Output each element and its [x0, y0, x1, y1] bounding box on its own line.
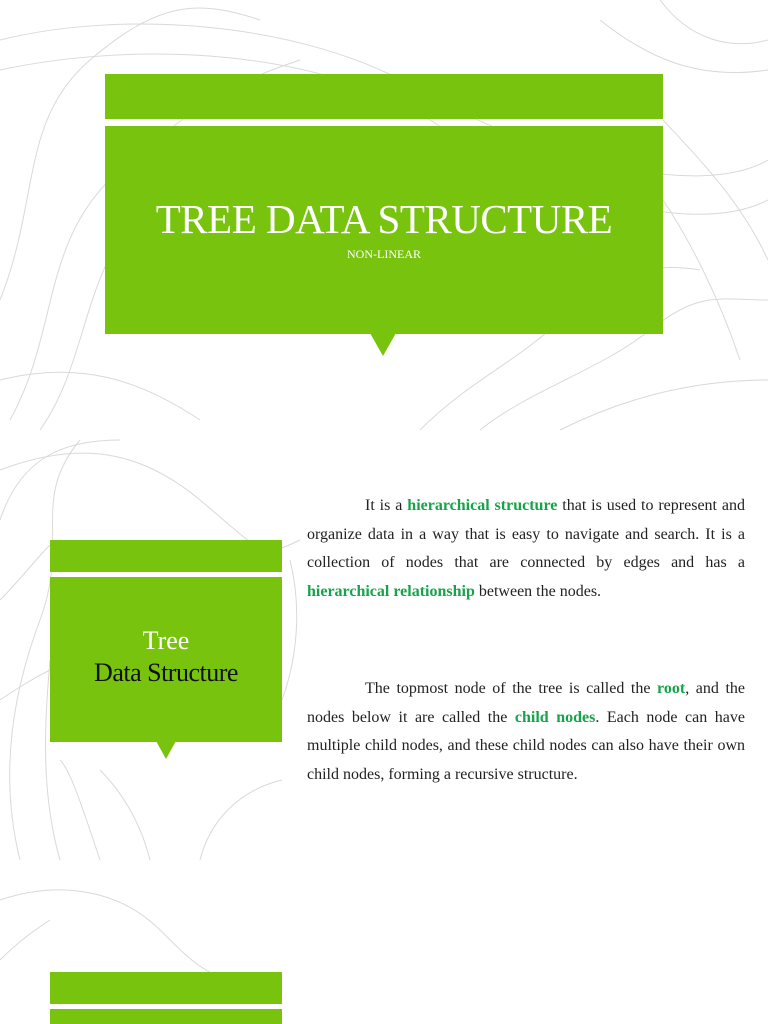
paragraph-definition: [307, 492, 745, 606]
section-card-pointer: [156, 741, 176, 759]
para2-highlight-2: child nodes: [514, 708, 596, 726]
para2-text-2: , and the nodes below it are called the: [307, 680, 745, 726]
para1-text-3: between the nodes.: [474, 582, 602, 600]
para1-highlight-1: hierarchical structure: [407, 497, 558, 514]
section-card: [50, 577, 282, 742]
paragraph-root-children: [307, 675, 745, 789]
slide-separator: [0, 864, 768, 865]
section-heading-line2: Data Structure: [94, 658, 238, 687]
title-card: [105, 126, 663, 334]
para2-text-3: . Each node can have multiple child nodes, and these child nodes can also have their own child nodes, forming a recursive structure.: [307, 708, 746, 783]
para1-text-2: that is used to represent and organize data in a way that is easy to navigate and search. It is a collection of nodes that are connected by edges and has a: [307, 497, 746, 572]
para2-highlight-1: root: [657, 680, 686, 697]
section-header-bar: [50, 540, 282, 572]
next-slide-card: [50, 1009, 282, 1024]
section-heading-line1: Tree: [142, 626, 190, 655]
title-header-bar: [105, 74, 663, 119]
para1-highlight-2: hierarchical relationship: [307, 582, 475, 600]
presentation-subtitle: NON-LINEAR: [347, 247, 421, 261]
para1-text-1: It is a: [365, 497, 408, 514]
title-card-pointer: [370, 333, 396, 356]
next-slide-header-bar: [50, 972, 282, 1004]
presentation-title: TREE DATA STRUCTURE: [155, 196, 613, 242]
para2-text-1: The topmost node of the tree is called the: [365, 680, 658, 697]
slide-separator: [0, 432, 768, 433]
